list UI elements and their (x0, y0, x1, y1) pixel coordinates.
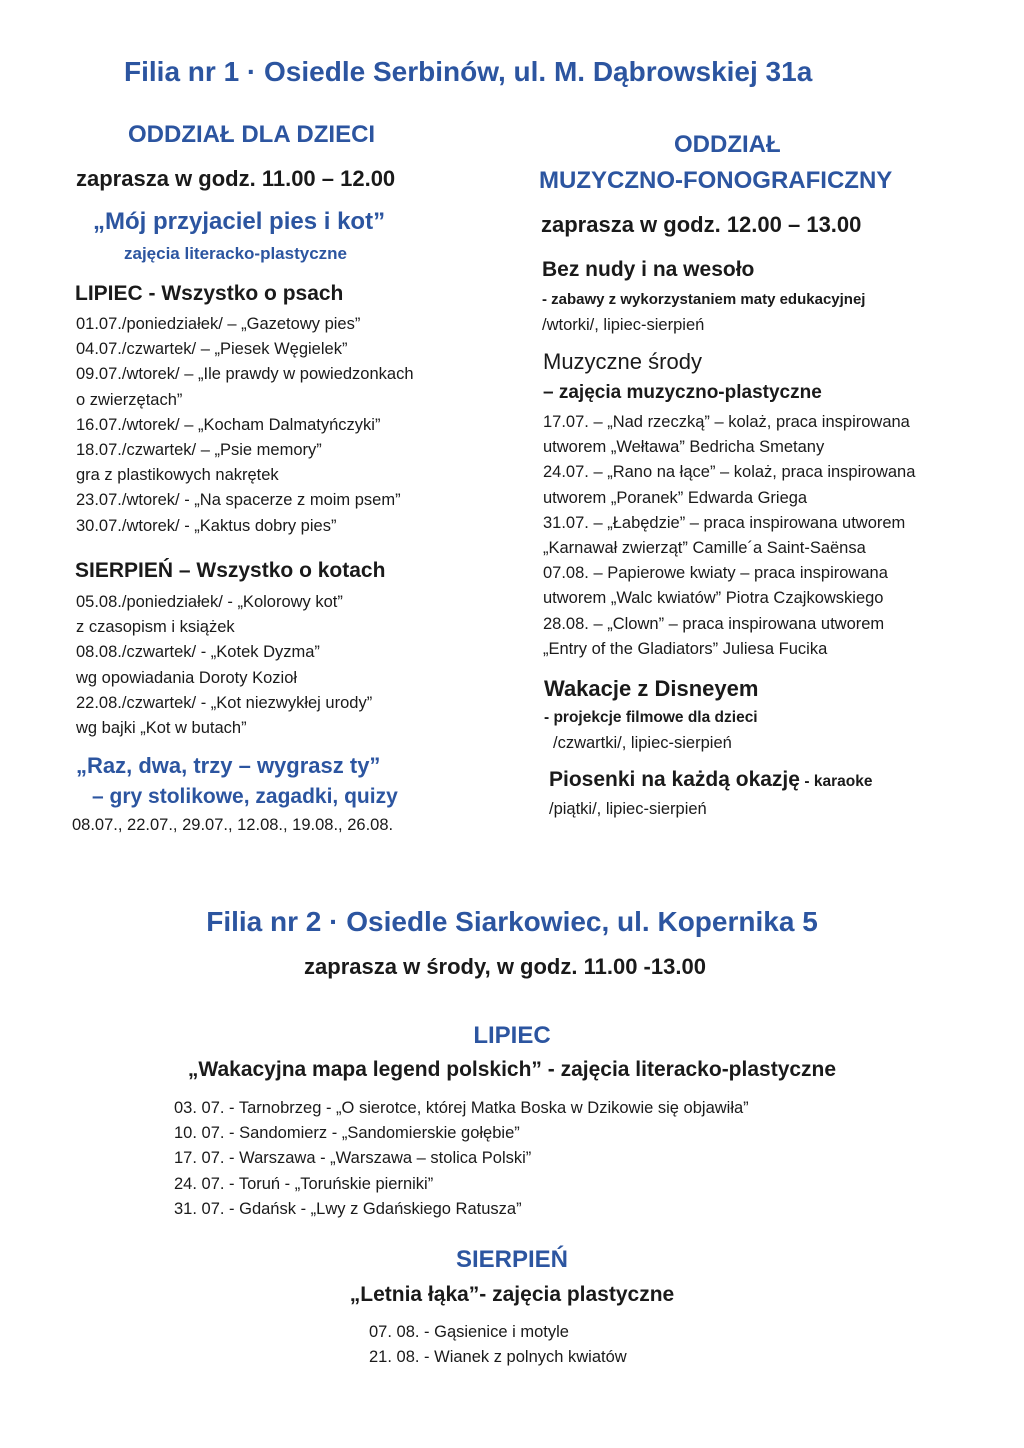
list-item: 21. 08. - Wianek z polnych kwiatów (369, 1348, 627, 1367)
kids-july-list (76, 312, 414, 539)
music-b3-title: Wakacje z Disneyem (544, 676, 759, 701)
music-b2-list (543, 410, 915, 662)
list-item: utworem „Wełtawa” Bedricha Smetany (543, 438, 825, 457)
games-sub: – gry stolikowe, zagadki, quizy (92, 785, 398, 808)
list-item: z czasopism i książek (76, 618, 235, 637)
list-item: 31. 07. - Gdańsk - „Lwy z Gdańskiego Ratusza” (174, 1199, 522, 1218)
music-b1-sub: - zabawy z wykorzystaniem maty edukacyjnej (542, 291, 866, 308)
list-item: 30.07./wtorek/ - „Kaktus dobry pies” (76, 516, 337, 535)
list-item: 17. 07. - Warszawa - „Warszawa – stolica Polski” (174, 1149, 532, 1168)
games-title: „Raz, dwa, trzy – wygrasz ty” (76, 753, 381, 778)
music-b3-sub: - projekcje filmowe dla dzieci (544, 709, 758, 726)
music-b3-when: /czwartki/, lipiec-sierpień (553, 734, 732, 752)
music-b4-title: Piosenki na każdą okazję (549, 768, 800, 791)
filia1-title: Filia nr 1 · Osiedle Serbinów, ul. M. Dąbrowskiej 31a (124, 56, 813, 87)
list-item: 17.07. – „Nad rzeczką” – kolaż, praca inspirowana (543, 413, 910, 431)
list-item: „Karnawał zwierząt” Camille´a Saint-Saënsa (543, 539, 866, 558)
filia2-august-program: „Letnia łąka”- zajęcia plastyczne (349, 1283, 675, 1306)
kids-program-title: „Mój przyjaciel pies i kot” (93, 208, 386, 235)
filia2-hours: zaprasza w środy, w godz. 11.00 -13.00 (304, 954, 706, 979)
filia2-august-list (369, 1320, 627, 1370)
list-item: 01.07./poniedziałek/ – „Gazetowy pies” (76, 315, 361, 333)
music-b2-title: Muzyczne środy (543, 349, 702, 374)
list-item: wg bajki „Kot w butach” (76, 719, 247, 738)
list-item: utworem „Walc kwiatów” Piotra Czajkowskiego (543, 589, 884, 608)
kids-program-sub: zajęcia literacko-plastyczne (124, 244, 348, 263)
music-b2-sub: – zajęcia muzyczno-plastyczne (543, 382, 822, 403)
list-item: 03. 07. - Tarnobrzeg - „O sierotce, której Matka Boska w Dzikowie się objawiła” (174, 1099, 749, 1117)
list-item: 18.07./czwartek/ – „Psie memory” (76, 441, 322, 460)
list-item: 10. 07. - Sandomierz - „Sandomierskie gołębie” (174, 1124, 520, 1143)
music-b1-when: /wtorki/, lipiec-sierpień (542, 316, 705, 334)
list-item: 16.07./wtorek/ – „Kocham Dalmatyńczyki” (76, 415, 381, 434)
list-item: 09.07./wtorek/ – „Ile prawdy w powiedzonkach (76, 365, 414, 384)
list-item: gra z plastikowych nakrętek (76, 466, 279, 485)
filia2-july-list (174, 1096, 749, 1222)
list-item: o zwierzętach” (76, 390, 183, 409)
list-item: 07.08. – Papierowe kwiaty – praca inspirowana (543, 564, 888, 583)
music-hours: zaprasza w godz. 12.00 – 13.00 (541, 212, 862, 237)
list-item: 31.07. – „Łabędzie” – praca inspirowana utworem (543, 513, 906, 532)
list-item: wg opowiadania Doroty Kozioł (76, 668, 298, 687)
games-dates: 08.07., 22.07., 29.07., 12.08., 19.08., 26.08. (72, 816, 394, 834)
list-item: 07. 08. - Gąsienice i motyle (369, 1323, 569, 1341)
kids-august-heading: SIERPIEŃ – Wszystko o kotach (75, 559, 386, 582)
music-b4-when: /piątki/, lipiec-sierpień (549, 800, 707, 818)
list-item: 08.08./czwartek/ - „Kotek Dyzma” (76, 643, 320, 662)
music-b4 (549, 768, 872, 792)
list-item: utworem „Poranek” Edwarda Griega (543, 488, 808, 507)
filia2-july-heading: LIPIEC (473, 1022, 551, 1049)
list-item: „Entry of the Gladiators” Juliesa Fucika (543, 639, 828, 658)
list-item: 28.08. – „Clown” – praca inspirowana utworem (543, 614, 885, 633)
music-b4-suffix: - karaoke (804, 773, 873, 790)
filia2-july-program: „Wakacyjna mapa legend polskich” - zajęcia literacko-plastyczne (187, 1058, 837, 1081)
list-item: 24.07. – „Rano na łące” – kolaż, praca inspirowana (543, 463, 916, 482)
list-item: 04.07./czwartek/ – „Piesek Węgielek” (76, 340, 348, 359)
music-heading-line1: ODDZIAŁ (674, 131, 781, 158)
music-b1-title: Bez nudy i na wesoło (542, 258, 755, 281)
list-item: 22.08./czwartek/ - „Kot niezwykłej urody” (76, 693, 373, 712)
music-heading-line2: MUZYCZNO-FONOGRAFICZNY (539, 167, 893, 194)
kids-july-heading: LIPIEC - Wszystko o psach (75, 282, 344, 305)
filia2-august-heading: SIERPIEŃ (455, 1246, 569, 1273)
kids-hours: zaprasza w godz. 11.00 – 12.00 (76, 166, 396, 191)
filia2-title: Filia nr 2 · Osiedle Siarkowiec, ul. Kopernika 5 (206, 906, 818, 937)
list-item: 24. 07. - Toruń - „Toruńskie pierniki” (174, 1174, 434, 1193)
list-item: 23.07./wtorek/ - „Na spacerze z moim psem” (76, 491, 401, 510)
list-item: 05.08./poniedziałek/ - „Kolorowy kot” (76, 593, 343, 611)
kids-august-list (76, 590, 372, 741)
kids-heading: ODDZIAŁ DLA DZIECI (128, 121, 376, 148)
